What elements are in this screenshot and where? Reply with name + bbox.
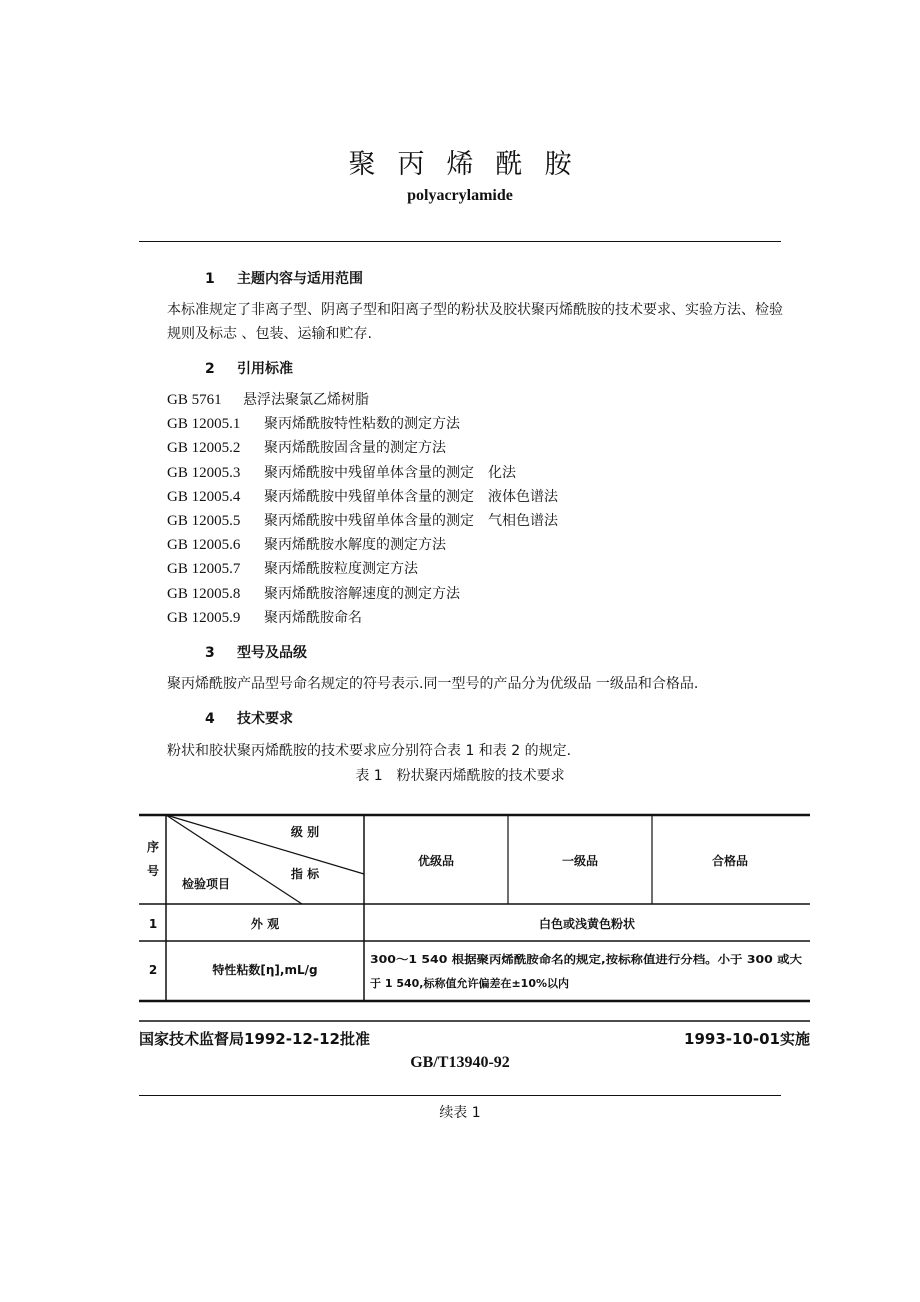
footer-rule <box>139 1095 781 1096</box>
standard-name: 聚丙烯酰胺溶解速度的测定方法 <box>264 585 460 602</box>
row-2-value-line-1: 300～1 540 根据聚丙烯酰胺命名的规定,按标称值进行分档。小于 300 或大 <box>370 953 753 966</box>
row-1-value: 白色或浅黄色粉状 <box>538 917 636 931</box>
section-title: 型号及品级 <box>237 645 307 661</box>
standard-code: GB 12005.2 <box>167 440 241 457</box>
table-caption: 表 1 粉状聚丙烯酰胺的技术要求 <box>355 768 565 784</box>
standard-name: 聚丙烯酰胺特性粘数的测定方法 <box>264 416 460 433</box>
row-1-seq: 1 <box>148 917 158 931</box>
grade-label: 级 别 <box>290 825 320 839</box>
grade-premium: 优级品 <box>417 854 455 868</box>
seq-header-top: 序 <box>146 840 160 854</box>
standard-name: 聚丙烯酰胺固含量的测定方法 <box>264 440 446 457</box>
row-2-item: 特性粘数[η],mL/g <box>212 963 318 977</box>
standard-name: 悬浮法聚氯乙烯树脂 <box>243 392 369 408</box>
grade-first: 一级品 <box>561 854 599 868</box>
row-2-value-line-2: 于 1 540,标称值允许偏差在±10%以内 <box>370 977 569 990</box>
section-number: 4 <box>205 711 215 727</box>
grade-qualified: 合格品 <box>711 854 749 868</box>
section-number: 2 <box>205 361 215 377</box>
standard-code: GB 12005.1 <box>167 416 241 433</box>
standard-code: GB 12005.8 <box>167 585 241 602</box>
document-subtitle: polyacrylamide <box>407 187 513 204</box>
standard-code: GB 12005.5 <box>167 512 241 529</box>
section-3-text: 聚丙烯酰胺产品型号命名规定的符号表示.同一型号的产品分为优级品 一级品和合格品. <box>167 676 699 692</box>
standard-code: GB 12005.9 <box>167 609 241 626</box>
continued-table-label: 续表 1 <box>439 1105 481 1121</box>
standard-code: GB 12005.7 <box>167 561 241 578</box>
row-2-seq: 2 <box>148 963 158 977</box>
standard-name: 聚丙烯酰胺中残留单体含量的测定 液体色谱法 <box>264 488 558 505</box>
approval-line: 国家技术监督局1992-12-12批准 <box>139 1030 370 1048</box>
item-label: 检验项目 <box>181 877 231 891</box>
standard-name: 聚丙烯酰胺粒度测定方法 <box>264 561 418 578</box>
row-1-item: 外 观 <box>250 917 280 931</box>
section-number: 1 <box>205 271 215 287</box>
standard-name: 聚丙烯酰胺命名 <box>264 609 362 626</box>
standard-name: 聚丙烯酰胺中残留单体含量的测定 化法 <box>264 464 516 481</box>
implementation-line: 1993-10-01实施 <box>684 1030 810 1048</box>
seq-header-bottom: 号 <box>146 864 160 878</box>
section-title: 引用标准 <box>237 361 293 377</box>
standard-name: 聚丙烯酰胺水解度的测定方法 <box>264 537 446 554</box>
standard-code: GB 12005.6 <box>167 537 241 554</box>
section-4-text: 粉状和胶状聚丙烯酰胺的技术要求应分别符合表 1 和表 2 的规定. <box>167 743 572 759</box>
document-title: 聚丙烯酰胺 <box>348 149 594 180</box>
standard-code: GB 12005.3 <box>167 464 241 481</box>
standard-number: GB/T13940-92 <box>410 1054 510 1071</box>
section-title: 主题内容与适用范围 <box>237 271 363 287</box>
section-title: 技术要求 <box>237 711 293 727</box>
standard-code: GB 12005.4 <box>167 488 241 505</box>
index-label: 指 标 <box>290 867 320 881</box>
standard-code: GB 5761 <box>167 392 222 408</box>
section-1-text: 本标准规定了非离子型、阴离子型和阳离子型的粉状及胶状聚丙烯酰胺的技术要求、实验方法、检验规则及标志 、包装、运输和贮存. <box>167 302 783 342</box>
section-number: 3 <box>205 645 215 661</box>
standard-name: 聚丙烯酰胺中残留单体含量的测定 气相色谱法 <box>264 512 558 529</box>
